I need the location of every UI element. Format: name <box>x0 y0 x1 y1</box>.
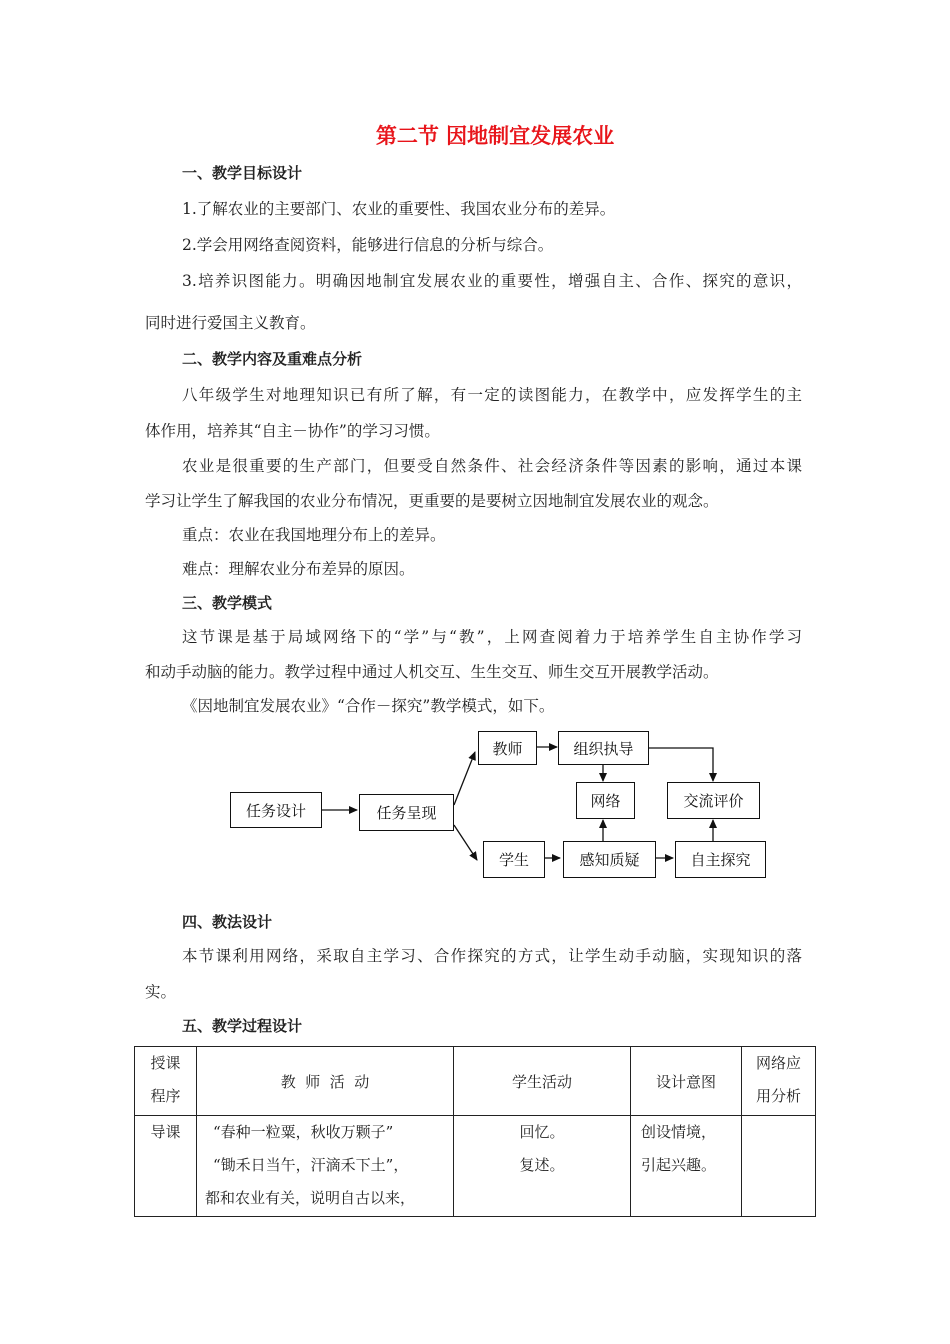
arrow-present-to-teacher <box>454 752 475 805</box>
table-row <box>135 1116 816 1217</box>
section2-para2-line1: 农业是很重要的生产部门，但要受自然条件、社会经济条件等因素的影响，通过本课 <box>182 457 802 475</box>
arrow-present-to-student <box>454 825 477 860</box>
box-teacher: 教师 <box>478 731 537 765</box>
section2-para2-line2: 学习让学生了解我国的农业分布情况，更重要的是要树立因地制宜发展农业的观念。 <box>145 492 719 510</box>
page-title: 第二节 因地制宜发展农业 <box>375 124 615 148</box>
section4-heading: 四、教法设计 <box>182 913 273 931</box>
section4-line1: 本节课利用网络，采取自主学习、合作探究的方式，让学生动手动脑，实现知识的落 <box>182 947 802 965</box>
box-perceive: 感知质疑 <box>563 841 656 878</box>
box-student: 学生 <box>483 841 545 878</box>
section2-para1-line2: 体作用，培养其“自主－协作”的学习习惯。 <box>145 422 440 440</box>
section4-line2: 实。 <box>145 983 177 1001</box>
header-network-analysis: 网络应 用分析 <box>742 1047 816 1116</box>
section3-para1-line2: 和动手动脑的能力。教学过程中通过人机交互、生生交互、师生交互开展教学活动。 <box>145 663 719 681</box>
objective-1: 1.了解农业的主要部门、农业的重要性、我国农业分布的差异。 <box>182 200 616 218</box>
cell-network-analysis <box>742 1116 816 1217</box>
section3-para1-line1: 这节课是基于局域网络下的“学”与“教”，上网查阅着力于培养学生自主协作学习 <box>182 628 802 646</box>
section3-para2: 《因地制宜发展农业》“合作－探究”教学模式，如下。 <box>182 697 555 715</box>
cell-stage: 导课 <box>135 1116 197 1217</box>
objective-2: 2.学会用网络查阅资料，能够进行信息的分析与综合。 <box>182 236 554 254</box>
cell-design-intent: 创设情境， 引起兴趣。 <box>631 1116 742 1217</box>
section3-heading: 三、教学模式 <box>182 594 273 612</box>
key-point: 重点：农业在我国地理分布上的差异。 <box>182 526 446 544</box>
section1-heading: 一、教学目标设计 <box>182 164 303 182</box>
section2-para1-line1: 八年级学生对地理知识已有所了解，有一定的读图能力，在教学中，应发挥学生的主 <box>182 386 802 404</box>
teaching-process-table <box>134 1046 816 1217</box>
box-task-design: 任务设计 <box>230 792 322 828</box>
header-teacher-activity: 教 师 活 动 <box>197 1047 454 1116</box>
difficult-point: 难点：理解农业分布差异的原因。 <box>182 560 415 578</box>
cell-teacher-activity: “春种一粒粟，秋收万颗子” “锄禾日当午，汗滴禾下土”， 都和农业有关，说明自古以来， <box>197 1116 454 1217</box>
section5-heading: 五、教学过程设计 <box>182 1017 303 1035</box>
box-network: 网络 <box>576 782 635 819</box>
header-stage: 授课 程序 <box>135 1047 197 1116</box>
cell-student-activity: 回忆。 复述。 <box>454 1116 631 1217</box>
objective-3: 3.培养识图能力。明确因地制宜发展农业的重要性，增强自主、合作、探究的意识， <box>182 272 802 290</box>
box-exchange: 交流评价 <box>667 782 760 819</box>
box-explore: 自主探究 <box>675 841 766 878</box>
header-design-intent: 设计意图 <box>631 1047 742 1116</box>
box-organize: 组织执导 <box>558 731 649 765</box>
table-header-row <box>135 1047 816 1116</box>
objective-3-cont: 同时进行爱国主义教育。 <box>145 314 316 332</box>
header-student-activity: 学生活动 <box>454 1047 631 1116</box>
box-task-present: 任务呈现 <box>359 794 454 831</box>
section2-heading: 二、教学内容及重难点分析 <box>182 350 363 368</box>
arrow-organize-to-exchange <box>649 748 713 781</box>
